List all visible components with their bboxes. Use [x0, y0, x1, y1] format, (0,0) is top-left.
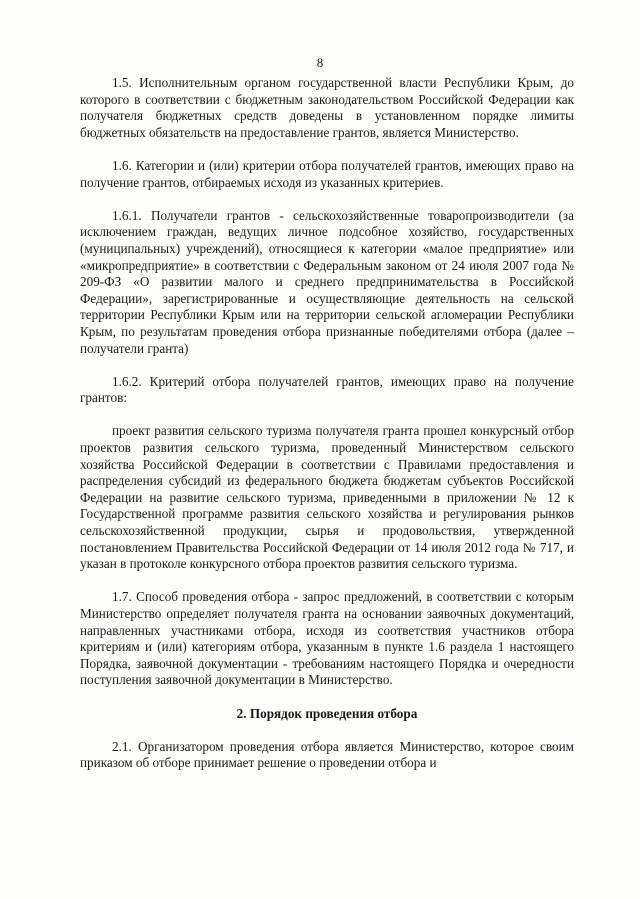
- paragraph-1-7: 1.7. Способ проведения отбора - запрос предложений, в соответствии с которым Министерство определяет получателя гранта на основании заявочных документаций, направленных участниками отбора, исходя из соответствия участников отбора критериям и (или) категориям отбора, указанным в пункте 1.6 раздела 1 настоящего Порядка, заявочной документации - требованиям настоящего Порядка и очередности поступления заявочной документации в Министерство.: [80, 589, 574, 688]
- paragraph-1-6: 1.6. Категории и (или) критерии отбора получателей грантов, имеющих право на получение грантов, отбираемых исходя из указанных критериев.: [80, 157, 574, 190]
- paragraph-1-5: 1.5. Исполнительным органом государственной власти Республики Крым, до которого в соответствии с бюджетным законодательством Российской Федерации как получателя бюджетных средств доведены в установленном порядке лимиты бюджетных обязательств на предоставление грантов, является Министерство.: [80, 75, 574, 140]
- document-body: [80, 75, 574, 789]
- page-number: 8: [316, 55, 324, 70]
- section-heading: 2. Порядок проведения отбора: [236, 705, 418, 721]
- paragraph-1-6-2: 1.6.2. Критерий отбора получателей грантов, имеющих право на получение грантов:: [80, 373, 574, 406]
- paragraph-criterion: проект развития сельского туризма получателя гранта прошел конкурсный отбор проектов развития сельского туризма, проведенный Министерством сельского хозяйства Российской Федерации в соответствии с Правилами предоставления и распределения субсидий из федерального бюджета бюджетам субъектов Российской Федерации на развитие сельского туризма, приведенными в приложении № 12 к Государственной программе развития сельского хозяйства и регулирования рынков сельскохозяйственной продукции, сырья и продовольствия, утвержденной постановлением Правительства Российской Федерации от 14 июля 2012 года № 717, и указан в протоколе конкурсного отбора проектов развития сельского туризма.: [80, 423, 574, 572]
- paragraph-1-6-1: 1.6.1. Получатели грантов - сельскохозяйственные товаропроизводители (за исключением граждан, ведущих личное подсобное хозяйство, государственных (муниципальных) учреждений), относящиеся к категории «малое предприятие» или «микропредприятие» в соответствии с Федеральным законом от 24 июля 2007 года № 209-ФЗ «О развитии малого и среднего предпринимательства в Российской Федерации», зарегистрированные и осуществляющие деятельность на сельской территории Республики Крым или на территории сельской агломерации Республики Крым, по результатам проведения отбора признанные победителями отбора (далее – получатели гранта): [80, 207, 574, 356]
- paragraph-2-1: 2.1. Организатором проведения отбора является Министерство, которое своим приказом об отборе принимает решение о проведении отбора и: [80, 738, 574, 771]
